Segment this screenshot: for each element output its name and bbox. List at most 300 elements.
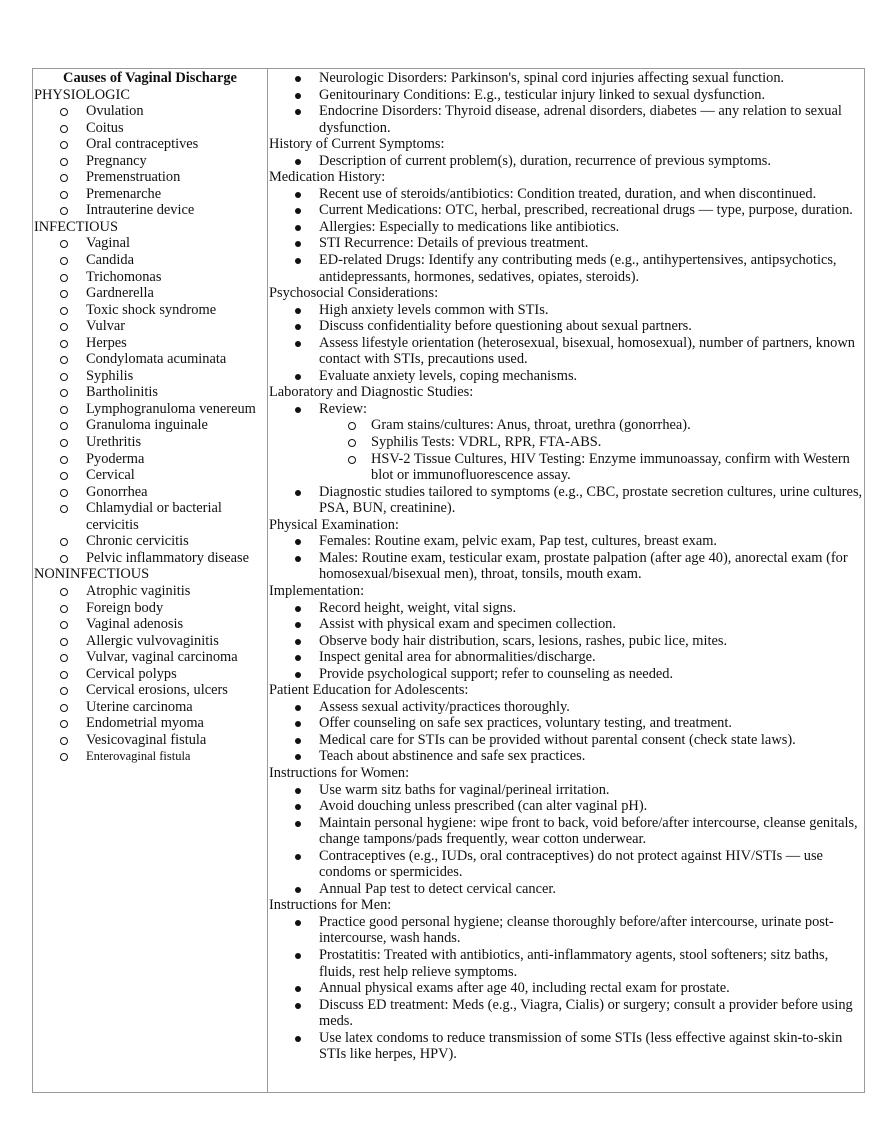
column-divider: [267, 69, 268, 1092]
cause-item: [34, 748, 266, 765]
cause-item: [34, 500, 266, 533]
cause-item-text: Gonorrhea: [86, 483, 148, 500]
bullet-item-text: Use warm sitz baths for vaginal/perineal irritation.: [319, 781, 610, 798]
cause-item-text: Chronic cervicitis: [86, 533, 189, 550]
circle-glyph-icon: [60, 174, 68, 182]
bullet-item: [269, 798, 864, 815]
cause-item: [34, 368, 266, 385]
circle-glyph-icon: [60, 307, 68, 315]
bullet-item-text: Medical care for STIs can be provided without parental consent (check state laws).: [319, 731, 796, 748]
dot-bullet-icon: [295, 1030, 301, 1047]
cause-item: [34, 120, 266, 137]
bullet-item: [269, 335, 864, 368]
circle-glyph-icon: [348, 439, 356, 447]
dot-glyph-icon: [295, 738, 301, 744]
cause-item: [34, 550, 266, 567]
cause-item: [34, 384, 266, 401]
dot-bullet-icon: [295, 302, 301, 319]
circle-bullet-icon: [60, 715, 68, 733]
cause-item-text: Premenarche: [86, 185, 162, 202]
cause-item-text: Lymphogranuloma venereum: [86, 400, 256, 417]
circle-bullet-icon: [60, 484, 68, 502]
dot-glyph-icon: [295, 308, 301, 314]
circle-glyph-icon: [60, 141, 68, 149]
circle-glyph-icon: [60, 472, 68, 480]
circle-glyph-icon: [60, 704, 68, 712]
cause-item: [34, 616, 266, 633]
circle-bullet-icon: [60, 451, 68, 469]
dot-glyph-icon: [295, 324, 301, 330]
bullet-item-text: Endocrine Disorders: Thyroid disease, adrenal disorders, diabetes — any relation to sexual dysfunction.: [319, 103, 842, 136]
dot-bullet-icon: [295, 600, 301, 617]
bullet-item: [269, 980, 864, 997]
cause-item-text: Vulvar: [86, 318, 126, 335]
dot-glyph-icon: [295, 76, 301, 82]
circle-glyph-icon: [60, 605, 68, 613]
cause-item-text: Vesicovaginal fistula: [86, 731, 207, 748]
bullet-item-text: Diagnostic studies tailored to symptoms (e.g., CBC, prostate secretion cultures, urine cultures, PSA, BUN, creatinine).: [319, 483, 863, 517]
circle-glyph-icon: [60, 687, 68, 695]
circle-bullet-icon: [60, 500, 68, 518]
circle-glyph-icon: [60, 753, 68, 761]
dot-bullet-icon: [295, 815, 301, 832]
circle-glyph-icon: [348, 422, 356, 430]
circle-bullet-icon: [60, 285, 68, 303]
bullet-item: [269, 70, 864, 87]
bullet-item-text: Maintain personal hygiene: wipe front to back, void before/after intercourse, cleanse genitals, change tampons/pads frequently, wear cotton underwear.: [319, 814, 858, 848]
dot-bullet-icon: [295, 103, 301, 120]
bullet-item-text: Provide psychological support; refer to counseling as needed.: [319, 665, 674, 682]
dot-bullet-icon: [295, 715, 301, 732]
section-heading: Physical Examination:: [269, 516, 399, 533]
section-heading: Implementation:: [269, 582, 365, 599]
section-heading: Psychosocial Considerations:: [269, 285, 439, 302]
cause-item: [34, 715, 266, 732]
circle-bullet-icon: [60, 748, 68, 766]
left-section-heading: NONINFECTIOUS: [34, 566, 150, 583]
bullet-item-text: Allergies: Especially to medications like antibiotics.: [319, 218, 620, 235]
dot-bullet-icon: [295, 401, 301, 418]
sub-bullet-item: [269, 417, 864, 434]
circle-bullet-icon: [60, 682, 68, 700]
dot-glyph-icon: [295, 754, 301, 760]
cause-item: [34, 252, 266, 269]
circle-glyph-icon: [60, 538, 68, 546]
dot-glyph-icon: [295, 639, 301, 645]
circle-bullet-icon: [60, 666, 68, 684]
cause-item: [34, 682, 266, 699]
cause-item-text: Endometrial myoma: [86, 715, 204, 732]
circle-bullet-icon: [60, 351, 68, 369]
cause-item-text: Condylomata acuminata: [86, 351, 227, 368]
dot-bullet-icon: [295, 848, 301, 865]
cause-item-text: Ovulation: [86, 103, 144, 120]
dot-bullet-icon: [295, 947, 301, 964]
circle-bullet-icon: [348, 434, 356, 452]
cause-item-text: Gardnerella: [86, 285, 154, 302]
section-heading: Patient Education for Adolescents:: [269, 682, 469, 699]
cause-item-text: Oral contraceptives: [86, 136, 199, 153]
sub-bullet-item-text: HSV-2 Tissue Cultures, HIV Testing: Enzyme immunoassay, confirm with Western blot or immunofluorescence assay.: [371, 450, 850, 484]
cause-item: [34, 649, 266, 666]
circle-glyph-icon: [60, 638, 68, 646]
cause-item-text: Herpes: [86, 334, 127, 351]
bullet-item-text: Offer counseling on safe sex practices, voluntary testing, and treatment.: [319, 715, 732, 732]
circle-glyph-icon: [60, 108, 68, 116]
circle-glyph-icon: [60, 191, 68, 199]
cause-item-text: Premenstruation: [86, 169, 181, 186]
bullet-item-text: Teach about abstinence and safe sex practices.: [319, 748, 586, 765]
sub-bullet-item: [269, 434, 864, 451]
dot-bullet-icon: [295, 699, 301, 716]
dot-glyph-icon: [295, 821, 301, 827]
bullet-item-text: Assess sexual activity/practices thoroughly.: [319, 698, 570, 715]
dot-bullet-icon: [295, 202, 301, 219]
bullet-item: [269, 782, 864, 799]
bullet-item-text: Discuss confidentiality before questioning about sexual partners.: [319, 318, 692, 335]
circle-glyph-icon: [60, 240, 68, 248]
dot-glyph-icon: [295, 655, 301, 661]
circle-bullet-icon: [60, 153, 68, 171]
cause-item: [34, 434, 266, 451]
bullet-item: [269, 600, 864, 617]
dot-bullet-icon: [295, 732, 301, 749]
circle-bullet-icon: [60, 633, 68, 651]
cause-item-text: Urethritis: [86, 434, 142, 451]
dot-bullet-icon: [295, 997, 301, 1014]
bullet-item-text: Females: Routine exam, pelvic exam, Pap test, cultures, breast exam.: [319, 533, 718, 550]
circle-glyph-icon: [60, 439, 68, 447]
dot-glyph-icon: [295, 1003, 301, 1009]
cause-item: [34, 351, 266, 368]
dot-glyph-icon: [295, 804, 301, 810]
dot-glyph-icon: [295, 159, 301, 165]
circle-glyph-icon: [60, 125, 68, 133]
cause-item: [34, 417, 266, 434]
sub-bullet-item-text: Gram stains/cultures: Anus, throat, urethra (gonorrhea).: [371, 417, 691, 434]
dot-bullet-icon: [295, 633, 301, 650]
left-column: [34, 70, 266, 765]
dot-glyph-icon: [295, 622, 301, 628]
bullet-item-text: Current Medications: OTC, herbal, prescribed, recreational drugs — type, purpose, duration.: [319, 202, 853, 219]
bullet-item: [269, 666, 864, 683]
bullet-item: [269, 153, 864, 170]
cause-item: [34, 401, 266, 418]
dot-bullet-icon: [295, 782, 301, 799]
circle-glyph-icon: [60, 290, 68, 298]
circle-glyph-icon: [60, 737, 68, 745]
cause-item: [34, 633, 266, 650]
dot-glyph-icon: [295, 556, 301, 562]
bullet-item-text: Contraceptives (e.g., IUDs, oral contraceptives) do not protect against HIV/STIs — use condoms or spermicides.: [319, 847, 823, 881]
cause-item: [34, 484, 266, 501]
dot-glyph-icon: [295, 407, 301, 413]
cause-item-text: Vulvar, vaginal carcinoma: [86, 649, 238, 666]
circle-glyph-icon: [60, 356, 68, 364]
circle-glyph-icon: [60, 323, 68, 331]
bullet-item-text: Record height, weight, vital signs.: [319, 599, 517, 616]
circle-bullet-icon: [60, 186, 68, 204]
cause-item-text: Cervical: [86, 467, 135, 484]
sub-bullet-item-text: Syphilis Tests: VDRL, RPR, FTA-ABS.: [371, 434, 602, 451]
circle-bullet-icon: [60, 583, 68, 601]
dot-bullet-icon: [295, 980, 301, 997]
left-title: Causes of Vaginal Discharge: [63, 70, 237, 86]
section-heading: Medication History:: [269, 169, 386, 186]
bullet-item-text: Inspect genital area for abnormalities/discharge.: [319, 649, 596, 666]
bullet-item: [269, 699, 864, 716]
dot-bullet-icon: [295, 153, 301, 170]
circle-bullet-icon: [60, 600, 68, 618]
bullet-item: [269, 318, 864, 335]
cause-item: [34, 153, 266, 170]
bullet-item-text: Genitourinary Conditions: E.g., testicular injury linked to sexual dysfunction.: [319, 86, 766, 103]
cause-item-text: Atrophic vaginitis: [86, 582, 191, 599]
bullet-item: [269, 219, 864, 236]
circle-glyph-icon: [348, 456, 356, 464]
bullet-item: [269, 649, 864, 666]
cause-item-text: Pelvic inflammatory disease: [86, 549, 250, 566]
bullet-item-text: Annual Pap test to detect cervical cancer.: [319, 880, 556, 897]
cause-item-text: Syphilis: [86, 367, 134, 384]
circle-glyph-icon: [60, 257, 68, 265]
dot-bullet-icon: [295, 219, 301, 236]
dot-bullet-icon: [295, 484, 301, 501]
sub-bullet-item: [269, 451, 864, 484]
bullet-item: [269, 848, 864, 881]
dot-glyph-icon: [295, 788, 301, 794]
bullet-item: [269, 368, 864, 385]
content-table: [32, 68, 865, 1093]
cause-item: [34, 335, 266, 352]
circle-glyph-icon: [60, 720, 68, 728]
dot-bullet-icon: [295, 748, 301, 765]
dot-glyph-icon: [295, 672, 301, 678]
dot-bullet-icon: [295, 649, 301, 666]
cause-item-text: Pregnancy: [86, 152, 147, 169]
cause-item-text: Candida: [86, 252, 134, 269]
dot-glyph-icon: [295, 109, 301, 115]
bullet-item: [269, 87, 864, 104]
cause-item-text: Vaginal adenosis: [86, 616, 184, 633]
circle-bullet-icon: [60, 699, 68, 717]
dot-bullet-icon: [295, 318, 301, 335]
circle-bullet-icon: [60, 335, 68, 353]
dot-glyph-icon: [295, 854, 301, 860]
circle-bullet-icon: [60, 120, 68, 138]
circle-glyph-icon: [60, 456, 68, 464]
circle-glyph-icon: [60, 505, 68, 513]
dot-glyph-icon: [295, 705, 301, 711]
bullet-item-text: Avoid douching unless prescribed (can alter vaginal pH).: [319, 798, 648, 815]
bullet-item: [269, 815, 864, 848]
circle-glyph-icon: [60, 406, 68, 414]
cause-item: [34, 533, 266, 550]
cause-item-text: Enterovaginal fistula: [86, 749, 191, 764]
dot-glyph-icon: [295, 341, 301, 347]
bullet-item-text: Annual physical exams after age 40, including rectal exam for prostate.: [319, 980, 730, 997]
dot-bullet-icon: [295, 335, 301, 352]
bullet-item: [269, 1030, 864, 1063]
circle-bullet-icon: [60, 252, 68, 270]
cause-item: [34, 202, 266, 219]
circle-bullet-icon: [60, 103, 68, 121]
dot-glyph-icon: [295, 920, 301, 926]
bullet-item: [269, 550, 864, 583]
cause-item-text: Cervical erosions, ulcers: [86, 682, 228, 699]
dot-glyph-icon: [295, 192, 301, 198]
cause-item-text: Coitus: [86, 119, 124, 136]
cause-item: [34, 732, 266, 749]
dot-bullet-icon: [295, 186, 301, 203]
section-heading: History of Current Symptoms:: [269, 136, 445, 153]
dot-bullet-icon: [295, 616, 301, 633]
cause-item: [34, 699, 266, 716]
cause-item-text: Foreign body: [86, 599, 164, 616]
cause-item: [34, 302, 266, 319]
dot-bullet-icon: [295, 252, 301, 269]
circle-bullet-icon: [60, 550, 68, 568]
circle-bullet-icon: [348, 417, 356, 435]
circle-bullet-icon: [60, 401, 68, 419]
dot-glyph-icon: [295, 490, 301, 496]
dot-bullet-icon: [295, 70, 301, 87]
circle-glyph-icon: [60, 389, 68, 397]
dot-glyph-icon: [295, 1036, 301, 1042]
circle-glyph-icon: [60, 489, 68, 497]
dot-bullet-icon: [295, 533, 301, 550]
bullet-item: [269, 715, 864, 732]
cause-item: [34, 169, 266, 186]
dot-glyph-icon: [295, 225, 301, 231]
bullet-item: [269, 633, 864, 650]
dot-glyph-icon: [295, 93, 301, 99]
dot-bullet-icon: [295, 235, 301, 252]
section-heading: Instructions for Women:: [269, 764, 410, 781]
bullet-item-text: Observe body hair distribution, scars, lesions, rashes, pubic lice, mites.: [319, 632, 728, 649]
cause-item: [34, 600, 266, 617]
cause-item: [34, 235, 266, 252]
cause-item-text: Vaginal: [86, 235, 130, 252]
cause-item-text: Bartholinitis: [86, 384, 158, 401]
bullet-item-text: ED-related Drugs: Identify any contributing meds (e.g., antihypertensives, antipsychotics, antidepressants, hormones, sedatives, opiates, steroids).: [319, 252, 837, 285]
bullet-item: [269, 533, 864, 550]
bullet-item: [269, 401, 864, 418]
circle-bullet-icon: [60, 169, 68, 187]
cause-item-text: Pyoderma: [86, 450, 145, 467]
cause-item: [34, 583, 266, 600]
dot-glyph-icon: [295, 539, 301, 545]
circle-bullet-icon: [348, 451, 356, 469]
bullet-item: [269, 947, 864, 980]
bullet-item-text: STI Recurrence: Details of previous treatment.: [319, 235, 589, 252]
cause-item-text: Granuloma inguinale: [86, 417, 208, 434]
dot-bullet-icon: [295, 550, 301, 567]
cause-item: [34, 467, 266, 484]
dot-bullet-icon: [295, 87, 301, 104]
dot-glyph-icon: [295, 721, 301, 727]
circle-glyph-icon: [60, 422, 68, 430]
section-heading: Laboratory and Diagnostic Studies:: [269, 384, 474, 401]
bullet-item: [269, 997, 864, 1030]
bullet-item: [269, 186, 864, 203]
dot-bullet-icon: [295, 666, 301, 683]
bullet-item-text: Description of current problem(s), duration, recurrence of previous symptoms.: [319, 152, 771, 169]
circle-glyph-icon: [60, 555, 68, 563]
cause-item: [34, 451, 266, 468]
dot-bullet-icon: [295, 914, 301, 931]
circle-glyph-icon: [60, 373, 68, 381]
cause-item: [34, 318, 266, 335]
cause-item-text: Trichomonas: [86, 268, 162, 285]
circle-glyph-icon: [60, 274, 68, 282]
bullet-item-text: Assess lifestyle orientation (heterosexual, bisexual, homosexual), number of partners, known contact with STIs, precautions used.: [319, 334, 855, 368]
circle-bullet-icon: [60, 302, 68, 320]
left-section-heading: INFECTIOUS: [34, 218, 118, 235]
cause-item-text: Intrauterine device: [86, 202, 195, 219]
dot-bullet-icon: [295, 798, 301, 815]
cause-item: [34, 285, 266, 302]
bullet-item-text: Evaluate anxiety levels, coping mechanisms.: [319, 367, 578, 384]
dot-glyph-icon: [295, 986, 301, 992]
bullet-item: [269, 252, 864, 285]
circle-glyph-icon: [60, 158, 68, 166]
bullet-item: [269, 881, 864, 898]
cause-item-text: Cervical polyps: [86, 665, 177, 682]
bullet-item: [269, 732, 864, 749]
dot-glyph-icon: [295, 374, 301, 380]
bullet-item-text: Prostatitis: Treated with antibiotics, anti-inflammatory agents, stool softeners; sitz baths, fluids, rest help relieve symptoms.: [319, 946, 829, 980]
bullet-item: [269, 302, 864, 319]
bullet-item-text: Discuss ED treatment: Meds (e.g., Viagra, Cialis) or surgery; consult a provider before using meds.: [319, 996, 853, 1030]
circle-bullet-icon: [60, 533, 68, 551]
circle-bullet-icon: [60, 417, 68, 435]
bullet-item-text: Practice good personal hygiene; cleanse thoroughly before/after intercourse, urinate post-intercourse, wash hands.: [319, 913, 834, 947]
dot-glyph-icon: [295, 258, 301, 264]
circle-glyph-icon: [60, 671, 68, 679]
bullet-item-text: Recent use of steroids/antibiotics: Condition treated, duration, and when discontinued.: [319, 185, 817, 202]
bullet-item: [269, 616, 864, 633]
circle-glyph-icon: [60, 207, 68, 215]
circle-bullet-icon: [60, 318, 68, 336]
left-section-heading: PHYSIOLOGIC: [34, 86, 130, 103]
circle-bullet-icon: [60, 467, 68, 485]
bullet-item-text: Males: Routine exam, testicular exam, prostate palpation (after age 40), anorectal exam (for homosexual/bisexual men), throat, tonsils, mouth exam.: [319, 549, 848, 583]
bullet-item: [269, 748, 864, 765]
section-heading: Instructions for Men:: [269, 897, 392, 914]
dot-glyph-icon: [295, 208, 301, 214]
cause-item-text: Allergic vulvovaginitis: [86, 632, 219, 649]
circle-bullet-icon: [60, 202, 68, 220]
circle-bullet-icon: [60, 434, 68, 452]
dot-glyph-icon: [295, 241, 301, 247]
cause-item: [34, 666, 266, 683]
circle-bullet-icon: [60, 269, 68, 287]
dot-bullet-icon: [295, 368, 301, 385]
dot-glyph-icon: [295, 606, 301, 612]
circle-bullet-icon: [60, 649, 68, 667]
circle-bullet-icon: [60, 732, 68, 750]
circle-bullet-icon: [60, 136, 68, 154]
cause-item: [34, 103, 266, 120]
right-column: [269, 70, 864, 1063]
bullet-item: [269, 202, 864, 219]
cause-item: [34, 269, 266, 286]
circle-bullet-icon: [60, 616, 68, 634]
circle-glyph-icon: [60, 654, 68, 662]
bullet-item: [269, 103, 864, 136]
circle-bullet-icon: [60, 368, 68, 386]
